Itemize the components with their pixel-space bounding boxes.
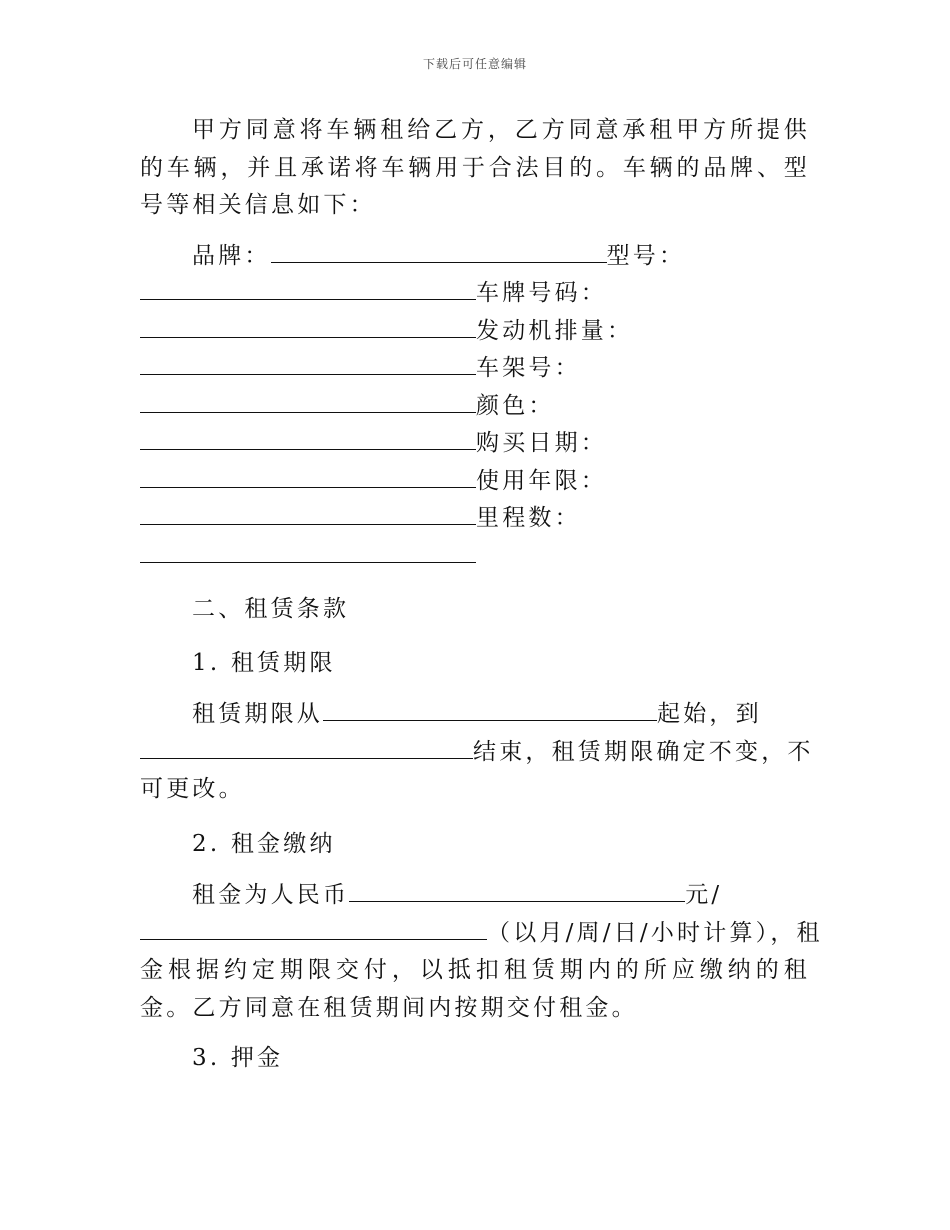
- term-heading: 1. 租赁期限: [192, 649, 336, 676]
- brand-label: 品牌：: [192, 242, 271, 269]
- intro-paragraph: 甲方同意将车辆租给乙方，乙方同意承租甲方所提供的车辆，并且承诺将车辆用于合法目的。车辆的品牌、型号等相关信息如下：: [140, 117, 810, 218]
- frame-blank[interactable]: [140, 388, 476, 413]
- rent-body-paragraph: 金根据约定期限交付，以抵扣租赁期内的所应缴纳的租金。乙方同意在租赁期间内按期交付租金。: [140, 957, 810, 1021]
- purchase-date-line: [140, 463, 810, 501]
- purchase-date-label: 购买日期：: [476, 430, 607, 456]
- brand-line: [140, 238, 810, 276]
- service-years-line: [140, 500, 810, 538]
- plate-label: 车牌号码：: [476, 280, 607, 306]
- rent-period-text: （以月/周/日/小时计算），租: [487, 919, 823, 946]
- rent-amount-line: [140, 877, 810, 915]
- engine-blank[interactable]: [140, 350, 476, 375]
- purchase-date-blank[interactable]: [140, 463, 476, 488]
- rent-unit: 元/: [685, 882, 723, 908]
- color-label: 颜色：: [476, 392, 555, 419]
- plate-line: [140, 313, 810, 351]
- rent-amount-blank[interactable]: [349, 877, 685, 902]
- frame-line: [140, 388, 810, 426]
- mileage-label: 里程数：: [476, 505, 581, 531]
- rent-prefix: 租金为人民币: [192, 882, 350, 908]
- mileage-line: [140, 538, 810, 576]
- term-start-blank[interactable]: [323, 696, 657, 721]
- vehicle-info-fields: [140, 238, 810, 576]
- frame-label: 车架号：: [476, 355, 581, 381]
- service-years-label: 使用年限：: [476, 467, 607, 494]
- color-blank[interactable]: [140, 425, 476, 450]
- engine-label: 发动机排量：: [476, 317, 634, 344]
- mileage-blank[interactable]: [140, 538, 476, 563]
- engine-line: [140, 350, 810, 388]
- model-label: 型号：: [606, 242, 686, 269]
- model-line: [140, 275, 810, 313]
- service-years-blank[interactable]: [140, 500, 476, 525]
- term-start-line: [140, 696, 810, 734]
- plate-blank[interactable]: [140, 313, 476, 338]
- term-end-line: [140, 734, 814, 772]
- term-tail-line: 可更改。: [140, 776, 245, 802]
- deposit-heading: 3. 押金: [192, 1045, 284, 1071]
- document-body: [140, 112, 823, 1078]
- section-title: 二、租赁条款: [192, 596, 350, 622]
- color-line: [140, 425, 810, 463]
- rent-heading: 2. 租金缴纳: [192, 830, 336, 857]
- term-start-suffix: 起始，到: [657, 701, 762, 727]
- term-end-blank[interactable]: [140, 734, 473, 759]
- term-end-suffix: 结束，租赁期限确定不变，不: [473, 738, 814, 765]
- brand-blank[interactable]: [271, 238, 607, 263]
- term-prefix: 租赁期限从: [192, 701, 323, 727]
- rent-period-blank[interactable]: [140, 915, 487, 940]
- rent-period-line: [140, 915, 823, 953]
- model-blank[interactable]: [140, 275, 476, 300]
- page-header: 下载后可任意编辑: [422, 57, 527, 71]
